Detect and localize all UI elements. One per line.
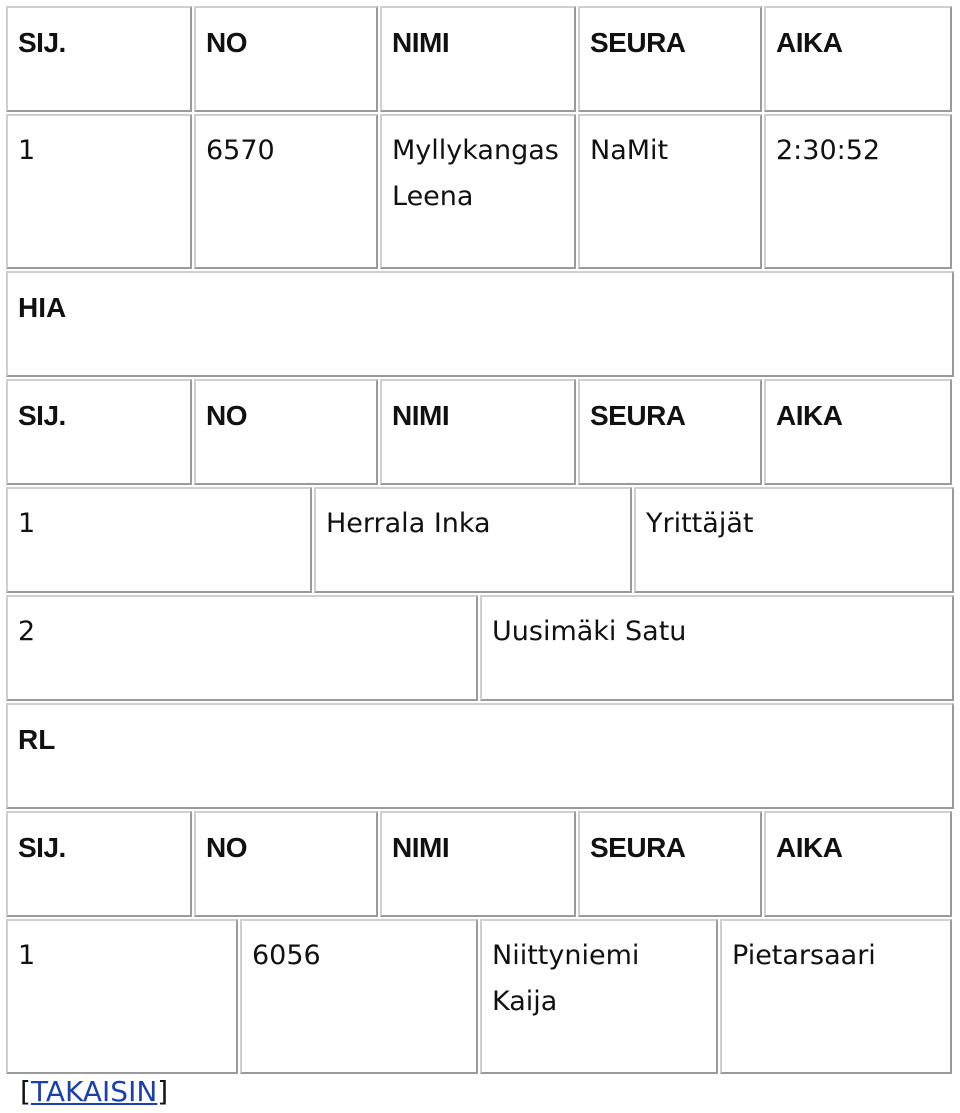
open-bracket: [ [20,1075,31,1108]
header-row [6,811,954,917]
table-row [6,487,954,593]
header-seura: SEURA [578,379,762,485]
header-nimi: NIMI [380,379,576,485]
header-nimi: NIMI [380,811,576,917]
header-aika: AIKA [764,6,952,112]
cell-aika: 2:30:52 [764,114,952,269]
table-row [6,114,954,269]
header-no: NO [194,811,378,917]
header-no: NO [194,6,378,112]
cell-nimi: Niittyniemi Kaija [480,919,718,1074]
header-row [6,6,954,112]
cell-sij: 1 [6,919,238,1074]
back-link[interactable]: TAKAISIN [30,1075,158,1108]
cell-sij: 1 [6,487,312,593]
cell-seura: Yrittäjät [634,487,954,593]
header-aika: AIKA [764,811,952,917]
header-seura: SEURA [578,6,762,112]
cell-no: 6056 [240,919,478,1074]
header-row [6,379,954,485]
header-nimi: NIMI [380,6,576,112]
cell-seura: Pietarsaari [720,919,952,1074]
header-sij: SIJ. [6,379,192,485]
back-link-container [20,1072,168,1112]
section-title: RL [6,703,954,809]
section-row-hia [6,271,954,377]
section-row-rl [6,703,954,809]
results-table [6,6,954,1076]
close-bracket: ] [157,1075,169,1108]
header-sij: SIJ. [6,811,192,917]
header-no: NO [194,379,378,485]
cell-nimi: Uusimäki Satu [480,595,954,701]
header-seura: SEURA [578,811,762,917]
header-aika: AIKA [764,379,952,485]
cell-nimi: Herrala Inka [314,487,632,593]
cell-seura: NaMit [578,114,762,269]
cell-no: 6570 [194,114,378,269]
cell-sij: 1 [6,114,192,269]
table-row [6,919,954,1074]
section-title: HIA [6,271,954,377]
cell-sij: 2 [6,595,478,701]
table-row [6,595,954,701]
header-sij: SIJ. [6,6,192,112]
cell-nimi: Myllykangas Leena [380,114,576,269]
